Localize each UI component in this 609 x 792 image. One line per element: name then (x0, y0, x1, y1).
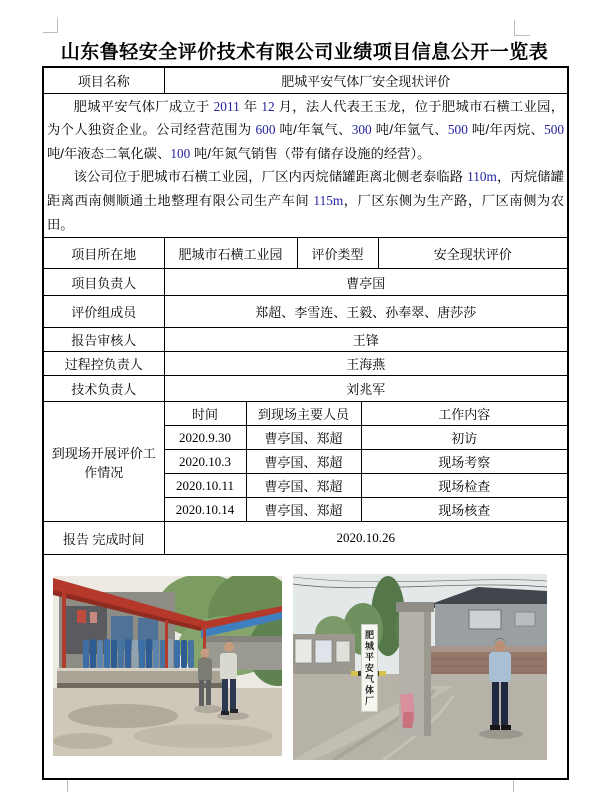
leader-value: 曹亭国 (164, 269, 568, 296)
table-row (43, 296, 568, 328)
site-visit-header-row (43, 402, 568, 426)
table-row (43, 352, 568, 376)
visit-work: 现场核查 (361, 498, 568, 522)
visit-work: 现场检查 (361, 474, 568, 498)
project-name-value: 肥城平安气体厂安全现状评价 (164, 67, 568, 93)
factory-gate-sign: 肥城平安气体厂 (361, 624, 378, 712)
table-row (43, 522, 568, 555)
visit-date: 2020.10.3 (164, 450, 246, 474)
visit-work-header: 工作内容 (361, 402, 568, 426)
description-paragraph-1: 肥城平安气体厂成立于 2011 年 12 月，法人代表王玉龙，位于肥城市石横工业园，为个人独资企业。公司经营范围为 600 吨/年氧气、300 吨/年氩气、500 吨/年丙烷、500 吨/年液态二氧化碳、100 吨/年氮气销售（带有储存设施的经营）。 (47, 98, 565, 161)
reviewer-label: 报告审核人 (43, 328, 164, 352)
visit-date: 2020.9.30 (164, 426, 246, 450)
table-row (43, 269, 568, 296)
visit-staff: 曹亭国、郑超 (246, 450, 361, 474)
visit-date: 2020.10.11 (164, 474, 246, 498)
site-visit-section-label: 到现场开展评价工作情况 (43, 402, 164, 522)
cylinder-storage-illustration (53, 576, 282, 756)
visit-staff-header: 到现场主要人员 (246, 402, 361, 426)
table-row (43, 376, 568, 402)
process-controller-label: 过程控负责人 (43, 352, 164, 376)
visit-work: 现场考察 (361, 450, 568, 474)
photos-cell (43, 555, 568, 779)
project-description-cell (43, 93, 568, 238)
margin-crop-mark-bottom-left (53, 778, 68, 792)
visit-staff: 曹亭国、郑超 (246, 474, 361, 498)
visit-time-header: 时间 (164, 402, 246, 426)
team-value: 郑超、李雪连、王毅、孙奉翠、唐莎莎 (164, 296, 568, 328)
visit-staff: 曹亭国、郑超 (246, 498, 361, 522)
process-controller-value: 王海燕 (164, 352, 568, 376)
tech-lead-label: 技术负责人 (43, 376, 164, 402)
page-title: 山东鲁轻安全评价技术有限公司业绩项目信息公开一览表 (60, 42, 549, 63)
visit-work: 初访 (361, 426, 568, 450)
visit-date: 2020.10.14 (164, 498, 246, 522)
site-photo-cylinder-storage (53, 576, 282, 756)
description-paragraph-2: 该公司位于肥城市石横工业园，厂区内丙烷储罐距离北侧老泰临路 110m，丙烷储罐距离西南侧顺通土地整理有限公司生产车间 115m，厂区东侧为生产路，厂区南侧为农田。 (47, 169, 565, 232)
leader-label: 项目负责人 (43, 269, 164, 296)
location-value: 肥城市石横工业园 (164, 238, 297, 269)
table-row (43, 238, 568, 269)
table-row (43, 93, 568, 238)
report-date-value: 2020.10.26 (164, 522, 568, 555)
location-label: 项目所在地 (43, 238, 164, 269)
team-label: 评价组成员 (43, 296, 164, 328)
report-date-label: 报告 完成时间 (43, 522, 164, 555)
table-row (43, 67, 568, 93)
visit-staff: 曹亭国、郑超 (246, 426, 361, 450)
site-photo-factory-gate (293, 574, 547, 760)
factory-gate-illustration (293, 574, 547, 760)
margin-crop-mark-bottom-right (513, 778, 528, 792)
tech-lead-value: 刘兆军 (164, 376, 568, 402)
reviewer-value: 王锋 (164, 328, 568, 352)
project-info-table (42, 66, 569, 780)
photos-row (43, 555, 568, 779)
eval-type-value: 安全现状评价 (378, 238, 568, 269)
table-row (43, 328, 568, 352)
margin-crop-mark-top-left (43, 18, 58, 33)
eval-type-label: 评价类型 (297, 238, 378, 269)
margin-crop-mark-top-right (514, 20, 530, 36)
project-name-label: 项目名称 (43, 67, 164, 93)
